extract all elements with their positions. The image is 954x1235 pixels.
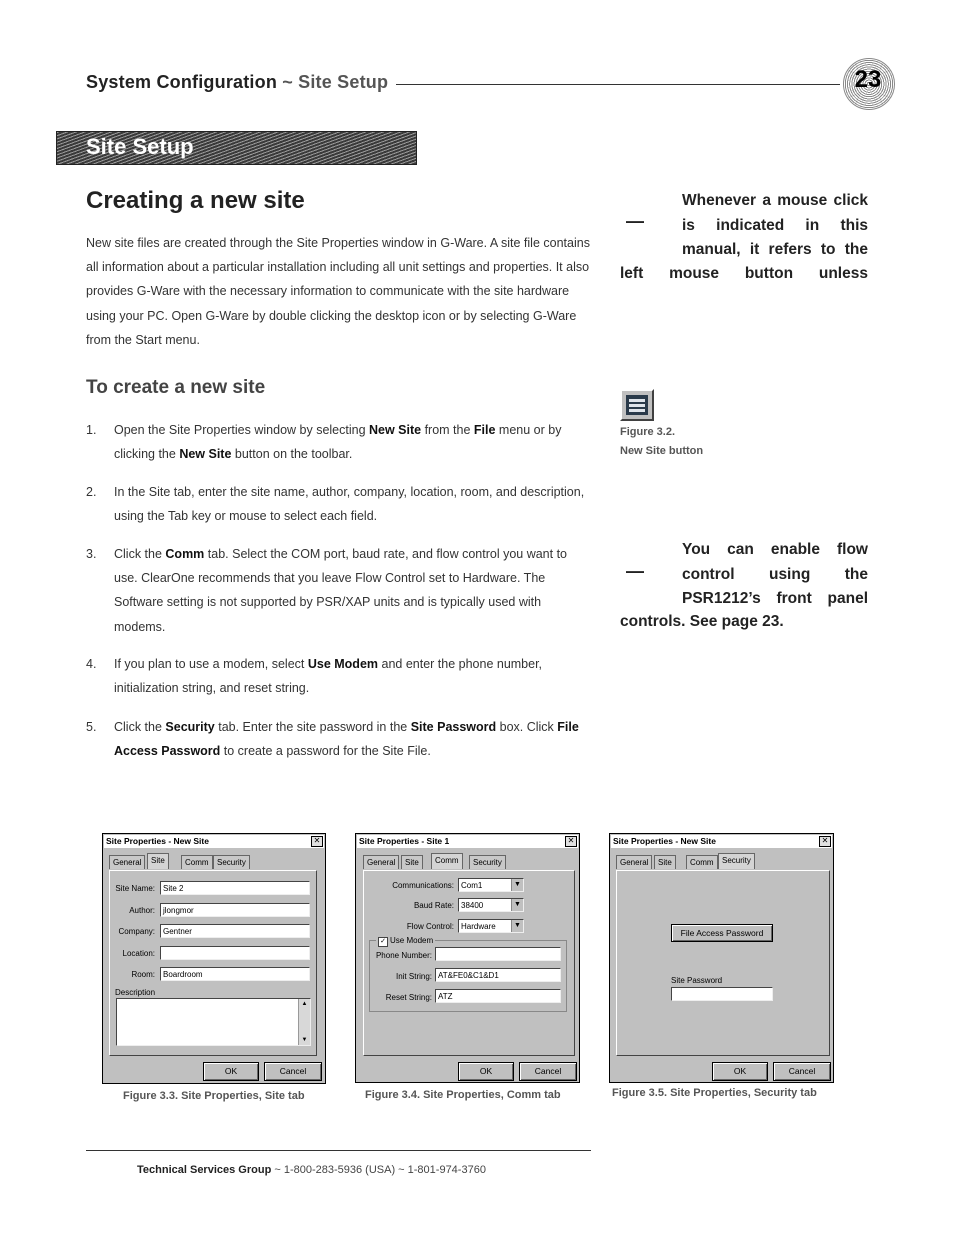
step-number: 5.	[86, 720, 97, 734]
tab-strip	[109, 855, 319, 870]
description-label: Description	[115, 988, 156, 997]
step-text: In the Site tab, enter the site name, author, company, location, room, and description, using the Tab key or mouse to select each field.	[114, 485, 585, 524]
tab-panel	[616, 870, 830, 1056]
ok-button[interactable]: OK	[458, 1062, 514, 1081]
baud-rate-select[interactable]: 38400 ▼	[458, 898, 524, 912]
reset-string-label: Reset String:	[385, 993, 432, 1002]
dialog-title: Site Properties - Site 1	[357, 835, 578, 848]
intro-paragraph: New site files are created through the Site Properties window in G-Ware. A site file contains all information about a particular installation including all unit settings and properties. It also provides G-Ware with the necessary information to communicate with the site hardware using your PC. Open G-Ware by double clicking the desktop icon or by selecting G-Ware from the Start menu.	[86, 236, 590, 347]
chevron-down-icon[interactable]: ▼	[511, 920, 523, 932]
step-number: 2.	[86, 485, 97, 499]
tab-general[interactable]: General	[616, 855, 652, 869]
company-label: Company:	[118, 927, 155, 936]
tab-strip	[616, 855, 826, 870]
author-label: Author:	[129, 906, 155, 915]
tab-security[interactable]: Security	[213, 855, 250, 869]
site-password-field[interactable]	[671, 987, 773, 1001]
header-section: System Configuration	[86, 72, 278, 92]
running-header	[86, 72, 388, 93]
ok-button[interactable]: OK	[712, 1062, 768, 1081]
step-text: Click the Security tab. Enter the site password in the Site Password box. Click File Access Password to create a password for the Site File.	[114, 720, 579, 759]
tab-site[interactable]: Site	[654, 855, 676, 869]
step-text: Click the Comm tab. Select the COM port, baud rate, and flow control you want to use. ClearOne recommends that you leave Flow Control set to Hardware. The Software setting is not supported by PSR/XAP units and is typically used with modems.	[114, 547, 568, 634]
file-access-password-button[interactable]: File Access Password	[671, 924, 773, 942]
footer-org: Technical Services Group	[137, 1164, 272, 1176]
tab-site[interactable]: Site	[147, 853, 169, 869]
step-number: 3.	[86, 547, 97, 561]
chevron-down-icon[interactable]: ▼	[511, 879, 523, 891]
page-number: 23	[854, 66, 882, 93]
figure-3-3-caption: Figure 3.3. Site Properties, Site tab	[123, 1090, 305, 1102]
figure-3-2-caption: Figure 3.2. New Site button	[620, 426, 704, 457]
note-dash: —	[626, 561, 644, 581]
page-heading: Creating a new site	[86, 187, 305, 214]
side-note-mouse-last: left mouse button unless	[620, 265, 868, 282]
side-note-flow: You can enable flow control using the PSR1212’s front panel	[682, 541, 868, 607]
side-note-mouse: Whenever a mouse click is indicated in this manual, it refers to the	[682, 192, 868, 258]
tab-comm[interactable]: Comm	[686, 855, 718, 869]
room-label: Room:	[131, 970, 155, 979]
dialog-title: Site Properties - New Site	[611, 835, 832, 848]
footer	[137, 1164, 486, 1176]
scroll-up-icon[interactable]: ▲	[301, 1001, 308, 1007]
site-name-field[interactable]: Site 2	[160, 881, 310, 895]
site-properties-dialog-security	[609, 833, 834, 1083]
new-site-toolbar-icon	[620, 389, 654, 421]
footer-contact: ~ 1-800-283-5936 (USA) ~ 1-801-974-3760	[271, 1164, 486, 1176]
tab-security[interactable]: Security	[718, 853, 755, 869]
step-number: 1.	[86, 423, 97, 437]
chevron-down-icon[interactable]: ▼	[511, 899, 523, 911]
banner-title: Site Setup	[86, 134, 194, 159]
reset-string-field[interactable]: ATZ	[435, 989, 561, 1003]
location-label: Location:	[122, 949, 155, 958]
site-password-label: Site Password	[671, 976, 723, 985]
tab-strip	[363, 855, 573, 870]
init-string-label: Init String:	[395, 972, 432, 981]
flow-control-select[interactable]: Hardware ▼	[458, 919, 524, 933]
tab-comm[interactable]: Comm	[181, 855, 213, 869]
figure-3-4-caption: Figure 3.4. Site Properties, Comm tab	[365, 1089, 561, 1101]
step-text: Open the Site Properties window by selecting New Site from the File menu or by clicking the New Site button on the toolbar.	[114, 423, 562, 462]
cancel-button[interactable]: Cancel	[264, 1062, 322, 1081]
step-text: If you plan to use a modem, select Use Modem and enter the phone number, initialization string, and reset string.	[114, 657, 543, 696]
dialog-title: Site Properties - New Site	[104, 835, 324, 848]
baud-rate-label: Baud Rate:	[413, 901, 454, 910]
phone-number-field[interactable]	[435, 947, 561, 961]
tab-security[interactable]: Security	[469, 855, 506, 869]
init-string-field[interactable]: AT&FE0&C1&D1	[435, 968, 561, 982]
site-properties-dialog-comm	[355, 833, 580, 1083]
close-icon[interactable]: ✕	[819, 836, 831, 847]
step-number: 4.	[86, 657, 97, 671]
tab-site[interactable]: Site	[401, 855, 423, 869]
site-name-label: Site Name:	[115, 884, 155, 893]
close-icon[interactable]: ✕	[311, 836, 323, 847]
use-modem-checkbox[interactable]: ✓ Use Modem	[376, 936, 435, 947]
header-rule	[396, 84, 840, 85]
author-field[interactable]: jlongmor	[160, 903, 310, 917]
description-field[interactable]	[116, 998, 311, 1046]
steps-heading: To create a new site	[86, 377, 266, 398]
figure-3-5-caption: Figure 3.5. Site Properties, Security tab	[612, 1087, 817, 1099]
communications-label: Communications:	[392, 881, 454, 890]
checkmark-icon[interactable]: ✓	[378, 937, 388, 947]
phone-number-label: Phone Number:	[375, 951, 432, 960]
scroll-down-icon[interactable]: ▼	[301, 1037, 308, 1043]
side-note-flow-last: controls. See page 23.	[620, 613, 784, 630]
tab-comm[interactable]: Comm	[431, 853, 463, 869]
header-separator: ~	[277, 72, 299, 92]
ok-button[interactable]: OK	[203, 1062, 259, 1081]
tab-general[interactable]: General	[109, 855, 145, 869]
footer-rule	[86, 1150, 591, 1151]
site-properties-dialog-site	[102, 833, 326, 1084]
cancel-button[interactable]: Cancel	[519, 1062, 577, 1081]
company-field[interactable]: Gentner	[160, 924, 310, 938]
communications-select[interactable]: Com1 ▼	[458, 878, 524, 892]
note-dash: —	[626, 211, 644, 231]
description-scrollbar[interactable]	[298, 999, 310, 1045]
location-field[interactable]	[160, 946, 310, 960]
cancel-button[interactable]: Cancel	[773, 1062, 831, 1081]
header-subsection: Site Setup	[298, 72, 389, 92]
tab-general[interactable]: General	[363, 855, 399, 869]
room-field[interactable]: Boardroom	[160, 967, 310, 981]
flow-control-label: Flow Control:	[406, 922, 454, 931]
close-icon[interactable]: ✕	[565, 836, 577, 847]
